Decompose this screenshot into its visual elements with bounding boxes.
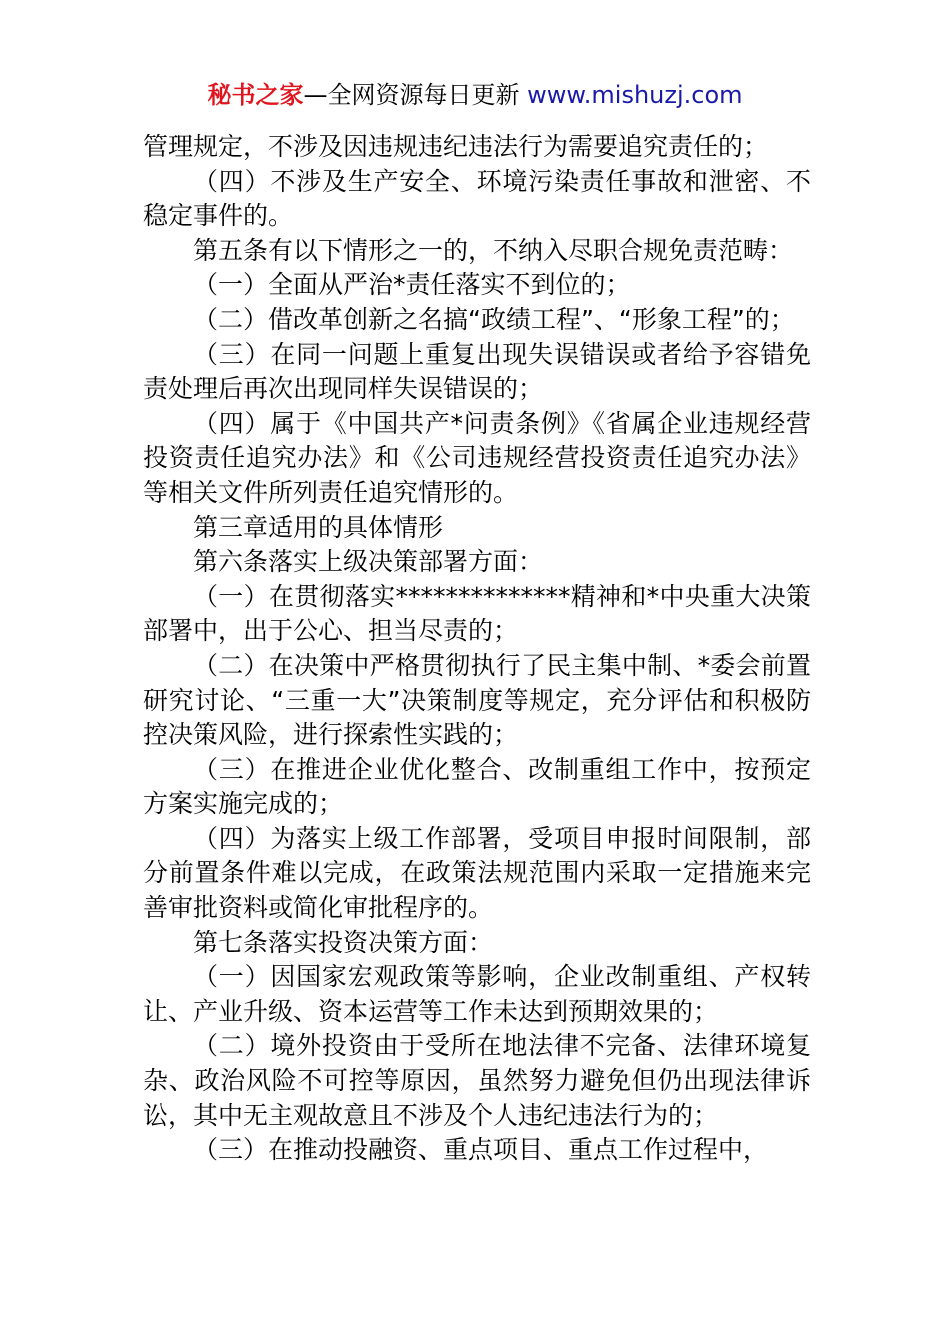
paragraph: （三）在推动投融资、重点项目、重点工作过程中， — [193, 1135, 769, 1165]
paragraph: （三）在同一问题上重复出现失误错误或者给予容错免责处理后再次出现同样失误错误的； — [143, 339, 811, 404]
paragraph: （一）在贯彻落实**************精神和*中央重大决策部署中，出于公心、担当尽责的； — [143, 581, 811, 646]
paragraph: 第六条落实上级决策部署方面： — [193, 547, 544, 577]
site-header — [0, 78, 950, 112]
paragraph: 管理规定，不涉及因违规违纪违法行为需要追究责任的； — [143, 132, 769, 161]
paragraph: （四）属于《中国共产*问责条例》《省属企业违规经营投资责任追究办法》和《公司违规经营投资责任追究办法》等相关文件所列责任追究情形的。 — [143, 408, 811, 507]
paragraph: （一）全面从严治*责任落实不到位的； — [193, 270, 631, 300]
paragraph: （四）为落实上级工作部署，受项目申报时间限制，部分前置条件难以完成，在政策法规范围内采取一定措施来完善审批资料或简化审批程序的。 — [143, 823, 811, 923]
paragraph: （二）在决策中严格贯彻执行了民主集中制、*委会前置研究讨论、“三重一大”决策制度等规定，充分评估和积极防控决策风险，进行探索性实践的； — [143, 650, 811, 750]
paragraph: （三）在推进企业优化整合、改制重组工作中，按预定方案实施完成的； — [143, 754, 811, 819]
paragraph: 第三章适用的具体情形 — [193, 512, 444, 542]
brand-name: 秘书之家 — [207, 81, 304, 109]
paragraph: （一）因国家宏观政策等影响，企业改制重组、产权转让、产业升级、资本运营等工作未达到预期效果的； — [143, 962, 811, 1026]
document-body — [143, 130, 811, 1168]
paragraph: 第五条有以下情形之一的，不纳入尽职合规免责范畴： — [193, 235, 794, 265]
header-tagline: —全网资源每日更新 — [303, 81, 528, 109]
website-link[interactable]: www.mishuzj.com — [527, 81, 743, 109]
paragraph: （二）借改革创新之名搞“政绩工程”、“形象工程”的； — [193, 304, 795, 334]
paragraph: （二）境外投资由于受所在地法律不完备、法律环境复杂、政治风险不可控等原因，虽然努力避免但仍出现法律诉讼，其中无主观故意且不涉及个人违纪违法行为的； — [143, 1031, 811, 1130]
paragraph: 第七条落实投资决策方面： — [193, 927, 494, 957]
paragraph: （四）不涉及生产安全、环境污染责任事故和泄密、不稳定事件的。 — [143, 166, 811, 231]
